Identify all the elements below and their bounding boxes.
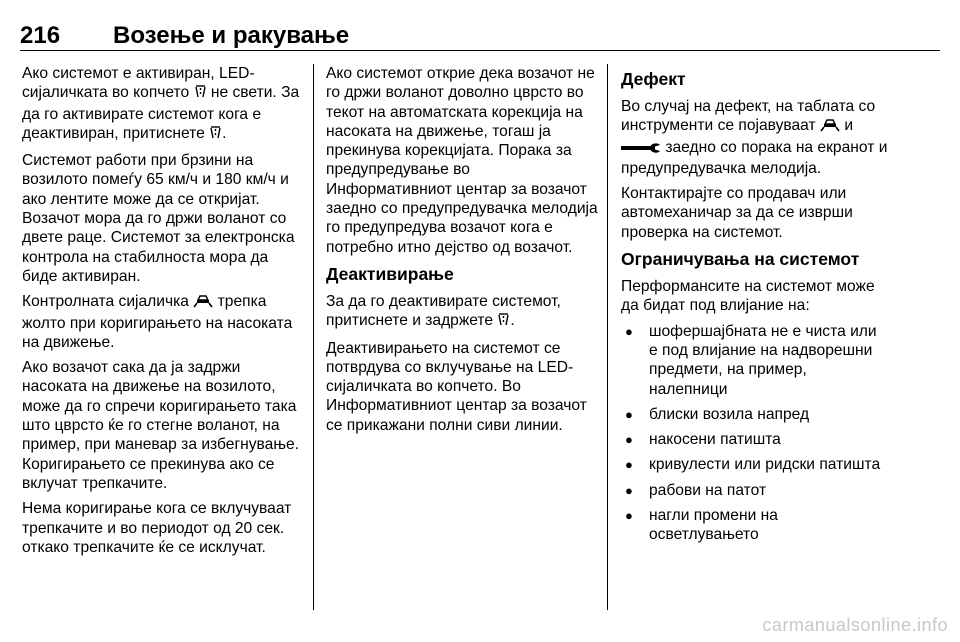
paragraph-contact-dealer: Контактирајте со продавач или автомеханичар за да се изврши проверка на системот. xyxy=(621,185,853,241)
paragraph-led-status: Ако системот е активиран, LED-сијаличката во копчето не свети. За да го активирате системот кога е деактивиран, притиснете . xyxy=(22,64,304,145)
section-title: Возење и ракување xyxy=(113,22,350,49)
list-item: ● нагли промени на осветлувањето xyxy=(621,506,889,545)
list-item: ● рабови на патот xyxy=(621,481,889,500)
page-number: 216 xyxy=(20,22,61,49)
heading-system-limits: Ограничувања на системот xyxy=(621,249,860,270)
watermark: carmanualsonline.info xyxy=(762,615,948,635)
paragraph-deactivate-instruction: За да го деактивирате системот, притиснете и задржете . xyxy=(326,292,598,333)
lane-assist-button-icon xyxy=(194,85,207,104)
paragraph-turn-signals: Нема коригирање кога се вклучуваат трепкачите и во периодот од 20 сек. откако трепкачите ќе се исклучат. xyxy=(22,500,292,556)
lane-assist-button-icon xyxy=(209,126,222,145)
paragraph-speed-range: Системот работи при брзини на возилото помеѓу 65 км/ч и 180 км/ч и ако лентите може да се откријат. Возачот мора да го држи воланот со двете раце. Системот за електронска контрола на стабилноста мора да биде активиран. xyxy=(22,152,295,285)
page-header xyxy=(20,22,940,52)
paragraph-limits-intro: Перформансите на системот може да бидат под влијание на: xyxy=(621,278,875,315)
lane-assist-button-icon xyxy=(497,313,510,332)
list-item: ● кривулести или ридски патишта xyxy=(621,455,889,474)
list-item: ● блиски возила напред xyxy=(621,405,889,424)
header-rule xyxy=(20,50,940,51)
column-3 xyxy=(621,64,889,551)
paragraph-driver-override: Ако возачот сака да ја задржи насоката на движење на возилото, може да го спречи коригирањето така што цврсто ќе го стегне воланот, на пример, при маневар за избегнување. Коригирањето се прекинува ако се вклучат трепкачите. xyxy=(22,359,300,492)
wrench-icon xyxy=(621,140,661,159)
column-divider-1 xyxy=(313,64,314,610)
lane-keep-warning-icon xyxy=(193,294,213,313)
column-2 xyxy=(326,64,598,441)
list-item: ● шофершајбната не е чиста или е под влијание на надворешни предмети, на пример, налепници xyxy=(621,322,889,399)
paragraph-fault: Во случај на дефект, на таблата со инструменти се појавуваат и заедно со порака на екранот и предупредувачка мелодија. xyxy=(621,98,888,177)
paragraph-deactivate-confirm: Деактивирањето на системот се потврдува со вклучување на LED-сијаличката во копчето. Во Информативниот центар за возачот се прикажани полни сиви линии. xyxy=(326,339,587,434)
column-divider-2 xyxy=(607,64,608,610)
lane-keep-warning-icon xyxy=(820,118,840,137)
limits-list xyxy=(621,322,889,545)
list-item: ● накосени патишта xyxy=(621,430,889,449)
column-1 xyxy=(22,64,304,563)
heading-deactivation: Деактивирање xyxy=(326,263,454,284)
paragraph-hands-off: Ако системот открие дека возачот не го држи воланот доволно цврсто во текот на автоматската корекција на насоката на движење, тогаш ја прекинува корекцијата. Порака за предупредување во Информативниот центар за возачот заедно со предупредувачка мелодија го предупредува возачот кога е потребно итно дејство од возачот. xyxy=(326,65,598,256)
heading-fault: Дефект xyxy=(621,69,686,89)
paragraph-control-lamp: Контролната сијаличка трепка жолто при коригирањето на насоката на движење. xyxy=(22,293,293,351)
